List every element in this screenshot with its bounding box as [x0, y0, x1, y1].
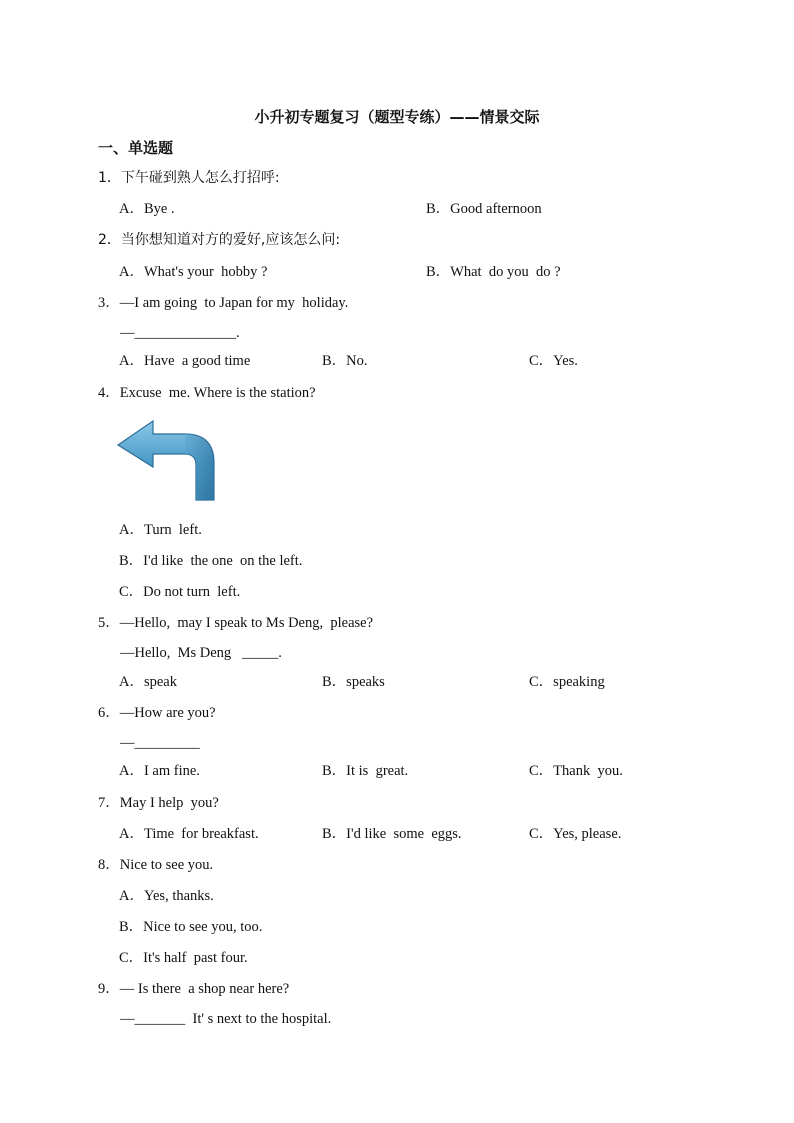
question-3-stem: 3．—I am going to Japan for my holiday. [98, 295, 349, 311]
question-5-option-b: B．speaks [322, 674, 385, 690]
question-9-stem: 9．— Is there a shop near here? [98, 981, 290, 997]
question-8-stem: 8．Nice to see you. [98, 857, 214, 873]
question-6-stem: 6．—How are you? [98, 705, 216, 721]
turn-left-arrow-icon [115, 418, 219, 504]
question-7-option-b: B．I'd like some eggs. [322, 826, 462, 842]
question-1-option-b: B．Good afternoon [426, 201, 542, 217]
question-3-option-a: A．Have a good time [119, 353, 251, 369]
question-2-option-b: B．What do you do ? [426, 264, 561, 280]
section-heading: 一、单选题 [98, 139, 174, 157]
question-8-option-c: C．It's half past four. [119, 950, 248, 966]
question-5-stem: 5．—Hello, may I speak to Ms Deng, please? [98, 615, 374, 631]
question-8-option-a: A．Yes, thanks. [119, 888, 214, 904]
question-9-blank: —_______ It' s next to the hospital. [120, 1011, 332, 1027]
question-3-option-c: C．Yes. [529, 353, 578, 369]
question-3-blank: —______________. [120, 325, 240, 341]
question-4-option-a: A．Turn left. [119, 522, 202, 538]
question-2-option-a: A．What's your hobby ? [119, 264, 268, 280]
question-4-stem: 4．Excuse me. Where is the station? [98, 385, 316, 401]
question-1-option-a: A．Bye . [119, 201, 175, 217]
question-7-option-a: A．Time for breakfast. [119, 826, 259, 842]
question-4-option-c: C．Do not turn left. [119, 584, 241, 600]
question-6-option-c: C．Thank you. [529, 763, 623, 779]
question-5-option-c: C．speaking [529, 674, 605, 690]
question-4-option-b: B．I'd like the one on the left. [119, 553, 303, 569]
question-6-option-b: B．It is great. [322, 763, 409, 779]
question-7-stem: 7．May I help you? [98, 795, 219, 811]
question-7-option-c: C．Yes, please. [529, 826, 622, 842]
question-6-blank: —_________ [120, 735, 200, 751]
question-6-option-a: A．I am fine. [119, 763, 200, 779]
page-title: 小升初专题复习（题型专练）——情景交际 [254, 108, 540, 126]
question-5-blank: —Hello, Ms Deng _____. [120, 645, 282, 661]
question-3-option-b: B．No. [322, 353, 368, 369]
question-2-stem: 2．当你想知道对方的爱好,应该怎么问: [98, 232, 341, 248]
question-1-stem: 1．下午碰到熟人怎么打招呼: [98, 170, 280, 186]
question-8-option-b: B．Nice to see you, too. [119, 919, 263, 935]
question-5-option-a: A．speak [119, 674, 177, 690]
